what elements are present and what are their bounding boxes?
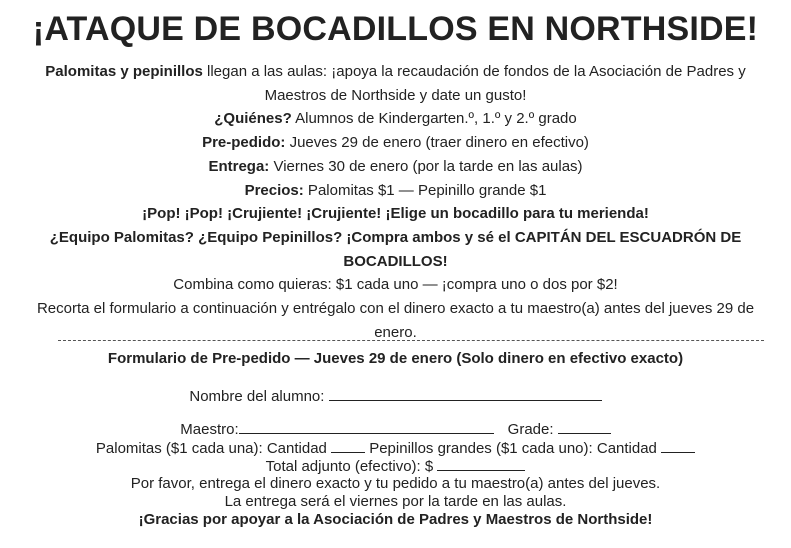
pop-line (14, 202, 777, 226)
team-line (14, 226, 777, 273)
prices-value: Palomitas $1 — Pepinillo grande $1 (303, 181, 547, 199)
intro-lead-text: llegan a las aulas: ¡apoya la recaudación de fondos de la Asociación de Padres y Maestros de Northside y date un gusto! (202, 63, 746, 104)
instruction-line: Por favor, entrega el dinero exacto y tu pedido a tu maestro(a) antes del jueves. (130, 475, 661, 492)
total-field[interactable] (437, 457, 525, 471)
flyer-title: ¡ATAQUE DE BOCADILLOS EN NORTHSIDE! (32, 10, 759, 48)
student-name-label: Nombre del alumno: (189, 388, 329, 405)
grade-label: Grade: (507, 421, 558, 438)
team-text: ¿Equipo Palomitas? ¿Equipo Pepinillos? ¡Compra ambos y sé el CAPITÁN DEL ESCUADRÓN DE BOCADILLOS! (49, 228, 742, 270)
teacher-label: Maestro: (180, 421, 239, 438)
who-value: Alumnos de Kindergarten.º, 1.º y 2.º grado (291, 110, 577, 128)
student-name-field[interactable] (329, 387, 602, 401)
pickles-qty-field[interactable] (661, 439, 695, 453)
cut-line-divider (58, 340, 764, 341)
who-label: ¿Quiénes? (214, 110, 292, 128)
prices-label: Precios: (244, 181, 304, 199)
intro-lead (14, 60, 777, 107)
popcorn-qty-label: Palomitas ($1 cada una): Cantidad (95, 440, 332, 457)
preorder-form (0, 349, 791, 369)
teacher-grade-row (0, 420, 791, 439)
prices-line (14, 179, 777, 203)
thanks-text: ¡Gracias por apoyar a la Asociación de Padres y Maestros de Northside! (138, 511, 653, 528)
total-row (0, 457, 791, 476)
pickles-qty-label: Pepinillos grandes ($1 cada uno): Cantidad (365, 440, 662, 457)
flyer-intro (14, 60, 777, 344)
pop-text: ¡Pop! ¡Pop! ¡Crujiente! ¡Crujiente! ¡Elige un bocadillo para tu merienda! (142, 205, 649, 223)
intro-lead-bold: Palomitas y pepinillos (45, 63, 203, 80)
thanks-line (0, 511, 791, 529)
delivery-label: Entrega: (208, 157, 270, 175)
delivery-value: Viernes 30 de enero (por la tarde en las aulas) (269, 157, 583, 175)
grade-field[interactable] (558, 420, 611, 434)
student-name-row (0, 387, 791, 406)
combo-line: Combina como quieras: $1 cada uno — ¡compra uno o dos por $2! (173, 276, 618, 294)
form-title: Formulario de Pre-pedido — Jueves 29 de enero (Solo dinero en efectivo exacto) (107, 350, 684, 367)
quantity-row (0, 439, 791, 458)
total-label: Total adjunto (efectivo): $ (265, 458, 438, 475)
who-line (14, 107, 777, 131)
teacher-field[interactable] (239, 420, 494, 434)
preorder-line (14, 131, 777, 155)
form-delivery-line: La entrega será el viernes por la tarde en las aulas. (224, 493, 567, 510)
preorder-label: Pre-pedido: (202, 134, 286, 152)
popcorn-qty-field[interactable] (331, 439, 365, 453)
cutout-line: Recorta el formulario a continuación y entrégalo con el dinero exacto a tu maestro(a) antes del jueves 29 de enero. (36, 300, 755, 341)
preorder-value: Jueves 29 de enero (traer dinero en efectivo) (285, 134, 589, 152)
delivery-line (14, 155, 777, 179)
